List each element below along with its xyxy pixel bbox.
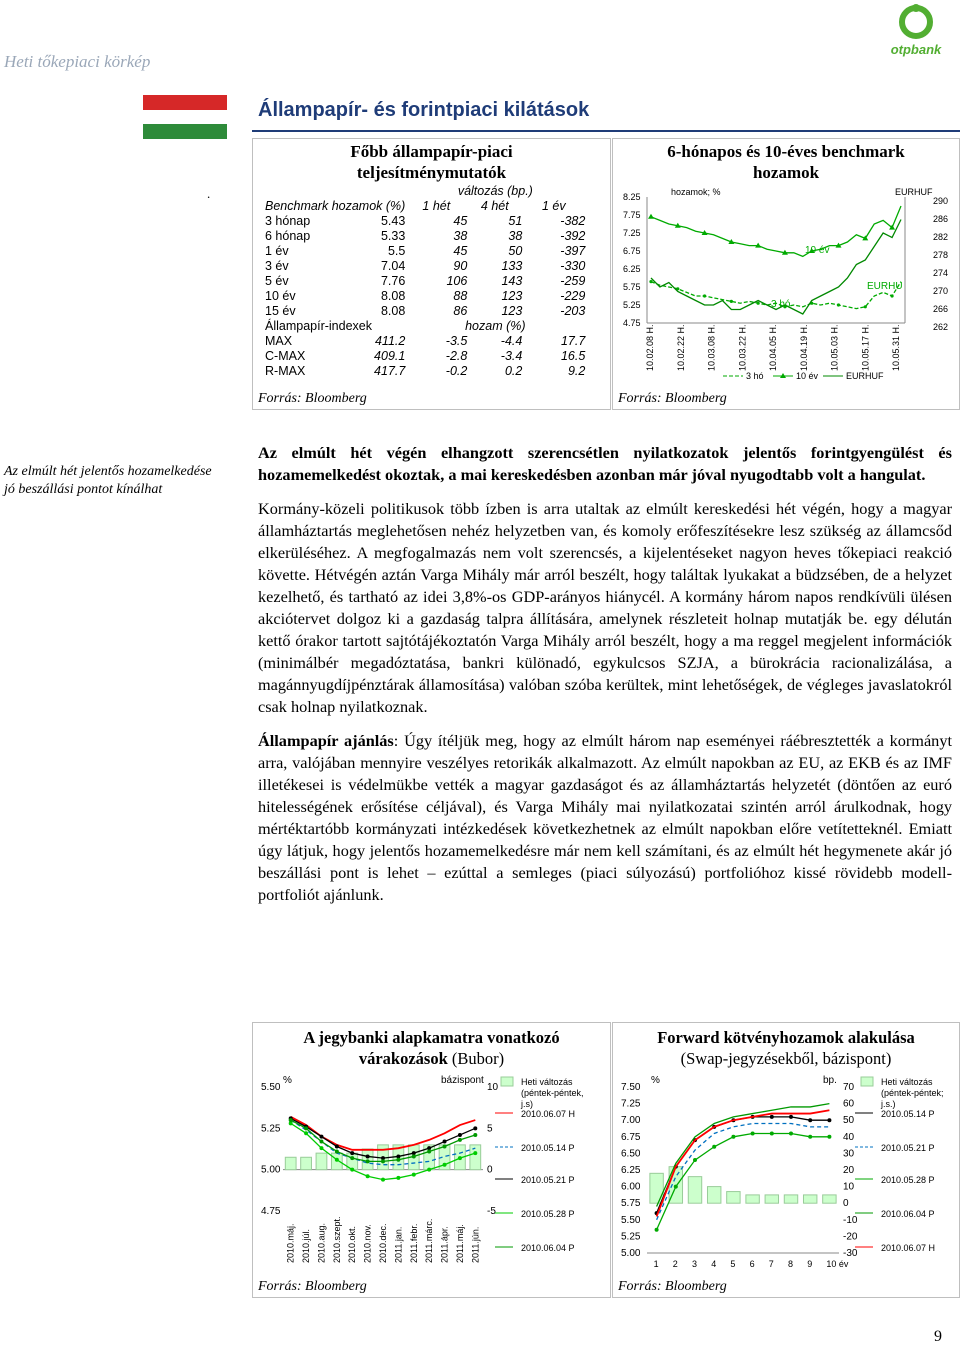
row-value: 5.5	[387, 244, 406, 258]
legend-swatch	[861, 1077, 873, 1086]
y-right-tick-label: -20	[843, 1231, 858, 1243]
legend-label: 2010.05.28 P	[881, 1175, 935, 1185]
series-point	[827, 1118, 831, 1122]
series-point	[757, 302, 760, 305]
change-bar	[803, 1195, 816, 1203]
change-bar	[362, 1149, 373, 1170]
article-paragraph-1: Kormány-közeli politikusok több ízben is arra utaltak az elmúlt kereskedési hét végén, hogy a magyar államháztartás meglehetősen nehéz helyzetben van, és komoly erőfeszítésekre lesz szükség az államcsőd elkerüléséhez. A megfogalmazás nem volt szerencsés, a kijelentéseket nagyon heves tőkepiaci reakció követte. Hétvégén aztán Varga Mihály már arról beszélt, hogy találtak lyukakat a büdzsében, de a helyzet kezelhető, és tartható az idei 3,8%-os GDP-arányos hiánycél. A kormány három napos rendkívüli ülésen akciótervet dolgoz ki a gazdaság talpra állítására, amelynek részleteit holnap mutatják be. egy délután kettő órakor tartott sajtótájékoztatón Varga Mihály arról beszélt, hogy a ma reggel megjelent információk (minimálbér megadóztatása, bankri különadó, egykulcsos SZJA, a bürokrácia racionalizálása, a magánnyugdíjpénztárak államosítása) valóban szóba kerültek, mint lehetőségek, de végleges javaslatokról csak holnap nyilatkoznak.	[258, 499, 952, 716]
y-right-tick-label: 40	[843, 1131, 855, 1143]
series-point	[712, 1145, 716, 1149]
row-change-4w: -4.4	[500, 334, 523, 348]
y-right-tick-label: 290	[933, 196, 949, 206]
y-right-tick-label: -5	[487, 1206, 496, 1217]
series-point	[655, 1228, 659, 1232]
row-change-1y: -259	[560, 274, 586, 288]
y-left-tick-label: 5.00	[261, 1164, 281, 1176]
series-point	[731, 1135, 735, 1139]
legend-label: 2010.05.21 P	[881, 1143, 935, 1153]
rate-chart-box	[252, 1022, 611, 1298]
row-label: C-MAX	[265, 349, 306, 363]
row-label: 15 év	[265, 304, 296, 318]
x-tick-label: 10.05.03 H.	[829, 324, 840, 371]
y-right-tick-label: 278	[933, 250, 949, 260]
series-point	[443, 1140, 447, 1144]
rate-chart-title-2-rest: (Bubor)	[447, 1049, 505, 1068]
col-4w: 4 hét	[480, 199, 509, 213]
x-tick-label: 2011.máj.	[454, 1224, 465, 1263]
x-tick-label: 2010.okt.	[347, 1225, 358, 1263]
series-point	[443, 1145, 447, 1149]
benchmark-chart-source: Forrás: Bloomberg	[618, 391, 727, 406]
series-point	[789, 1115, 793, 1119]
row-change-1y: -229	[560, 289, 586, 303]
y-left-tick-label: 7.50	[621, 1082, 641, 1093]
y-left-tick-label: 7.75	[623, 210, 641, 220]
y-left-tick-label: 5.50	[621, 1214, 641, 1226]
row-value: 7.76	[380, 274, 406, 288]
row-change-4w: 123	[501, 289, 523, 303]
y-left-tick-label: 6.50	[621, 1148, 641, 1160]
forward-chart-source: Forrás: Bloomberg	[618, 1279, 727, 1294]
row-value: 411.2	[374, 334, 406, 348]
y-left-tick-label: 8.25	[623, 192, 641, 202]
change-bar	[784, 1195, 797, 1203]
row-change-1y: -392	[560, 229, 586, 243]
forward-chart	[613, 1071, 959, 1271]
series-point	[350, 1151, 354, 1155]
series-point	[350, 1156, 354, 1160]
x-tick-label: 8	[788, 1259, 794, 1269]
series-label-eurhuf: EURHU	[867, 281, 903, 292]
y-left-tick-label: 6.75	[623, 246, 641, 256]
performance-table-source: Forrás: Bloomberg	[258, 391, 367, 406]
change-bar	[285, 1157, 296, 1169]
series-point	[827, 1135, 831, 1139]
x-tick-label: 2011.jan.	[393, 1226, 404, 1263]
report-title: Heti tőkepiaci körkép	[4, 52, 151, 71]
series-point	[648, 214, 654, 219]
y-left-tick-label: 5.75	[621, 1198, 641, 1210]
series-point	[770, 1131, 774, 1135]
series-point	[412, 1154, 416, 1158]
title-divider	[252, 130, 960, 132]
legend-label: 2010.06.07 H	[881, 1243, 936, 1253]
table-row	[265, 214, 585, 229]
series-point	[396, 1176, 400, 1180]
series-point	[458, 1133, 462, 1137]
article-lead: Az elmúlt hét végén elhangzott szerencsétlen nyilatkozatok jelentős forintgyengülést és hozamemelkedést okoztak, a mai kereskedésben azonban már jóval nyugodtabb volt a hangulat.	[258, 443, 952, 484]
performance-table-title-1: Főbb állampapír-piaci	[350, 142, 513, 161]
row-value: 7.04	[380, 259, 406, 273]
series-point	[808, 1118, 812, 1122]
series-point	[396, 1158, 400, 1162]
x-tick-label: 2011.márc.	[424, 1218, 435, 1263]
table-row	[265, 289, 585, 304]
series-point	[427, 1149, 431, 1153]
row-value: 8.08	[380, 289, 406, 303]
series-point	[304, 1131, 308, 1135]
performance-table-box	[252, 138, 611, 410]
row-change-4w: 51	[508, 214, 523, 228]
y-right-tick-label: -30	[843, 1248, 858, 1259]
index-header: hozam (%)	[465, 319, 526, 333]
x-tick-label: 10.03.22 H.	[737, 324, 748, 371]
row-change-1y: 9.2	[567, 364, 586, 378]
series-point	[381, 1159, 385, 1163]
x-tick-label: 10.03.08 H.	[706, 324, 717, 371]
legend-label: 2010.05.14 P	[521, 1143, 575, 1153]
row-change-4w: 0.2	[504, 364, 523, 378]
x-tick-label: 2	[672, 1259, 678, 1269]
x-tick-label: 2010.aug.	[316, 1222, 327, 1263]
legend-label: 3 hó	[746, 371, 764, 381]
left-axis-title: %	[651, 1075, 660, 1086]
x-tick-label: 1	[653, 1259, 659, 1269]
row-label: 3 hónap	[265, 214, 311, 228]
row-change-1w: 90	[453, 259, 468, 273]
series-point	[335, 1149, 339, 1153]
x-tick-label: 10.05.31 H.	[891, 324, 901, 371]
y-right-tick-label: 10	[487, 1082, 499, 1093]
table-row	[265, 334, 585, 349]
y-right-tick-label: 0	[487, 1164, 493, 1176]
series-point	[649, 280, 652, 283]
rate-chart-title-1: A jegybanki alapkamatra vonatkozó	[303, 1028, 560, 1047]
right-axis-title: bp.	[823, 1075, 837, 1086]
y-left-tick-label: 5.25	[621, 1231, 641, 1243]
row-change-1w: -2.8	[445, 349, 468, 363]
row-change-1y: 17.7	[560, 334, 586, 348]
y-left-tick-label: 7.00	[621, 1115, 641, 1127]
y-right-tick-label: 60	[843, 1098, 855, 1110]
y-left-tick-label: 6.75	[621, 1131, 641, 1143]
y-left-tick-label: 7.25	[621, 1098, 641, 1110]
series-point	[319, 1146, 323, 1150]
row-change-1w: 38	[453, 229, 468, 243]
rate-chart-source: Forrás: Bloomberg	[258, 1279, 367, 1294]
series-line-1	[651, 206, 901, 256]
row-change-4w: 38	[508, 229, 523, 243]
legend-label: j.s)	[521, 1099, 533, 1109]
row-change-1w: 45	[453, 214, 468, 228]
series-point	[674, 1185, 678, 1189]
y-right-tick-label: 50	[843, 1115, 855, 1127]
series-point	[837, 303, 840, 306]
series-point	[864, 305, 867, 308]
row-value: 5.43	[380, 214, 406, 228]
rate-chart	[253, 1071, 610, 1271]
forward-chart-title-2: (Swap-jegyzésekből, bázispont)	[680, 1049, 892, 1068]
series-point	[703, 294, 706, 297]
index-label: Állampapír-indexek	[265, 319, 372, 333]
x-tick-label: 2010.szept.	[331, 1216, 342, 1263]
series-point	[319, 1140, 323, 1144]
legend-swatch	[501, 1077, 513, 1086]
table-row	[265, 244, 585, 259]
y-left-tick-label: 5.25	[261, 1123, 281, 1135]
row-change-1w: 88	[453, 289, 468, 303]
series-point	[366, 1174, 370, 1178]
x-tick-label: 9	[807, 1259, 813, 1269]
change-bar	[688, 1177, 701, 1204]
row-change-4w: -3.4	[500, 349, 523, 363]
recommendation-label: Állampapír ajánlás	[258, 731, 394, 750]
x-tick-label: 2011.jún.	[470, 1226, 481, 1263]
y-left-tick-label: 4.75	[623, 318, 641, 328]
x-tick-label: 7	[768, 1259, 774, 1269]
row-change-1y: -330	[560, 259, 586, 273]
row-change-4w: 123	[501, 304, 523, 318]
row-change-1y: -397	[560, 244, 586, 258]
y-right-tick-label: 20	[843, 1165, 855, 1176]
legend-label: 2010.06.07 H	[521, 1109, 576, 1119]
page-number: 9	[934, 1328, 942, 1345]
y-left-tick-label: 6.00	[621, 1181, 641, 1193]
benchmark-chart	[613, 183, 959, 388]
y-right-tick-label: -10	[843, 1214, 858, 1226]
left-dot: .	[207, 186, 211, 201]
row-change-1w: 45	[453, 244, 468, 258]
series-point	[693, 1158, 697, 1162]
y-left-tick-label: 6.25	[623, 264, 641, 274]
table-row	[265, 259, 585, 274]
x-tick-label: 10.05.17 H.	[860, 324, 871, 371]
series-point	[473, 1133, 477, 1137]
change-bar	[301, 1157, 312, 1169]
y-right-tick-label: 286	[933, 214, 949, 224]
change-bar	[650, 1173, 663, 1203]
table-row	[265, 229, 585, 244]
row-change-4w: 143	[501, 274, 523, 288]
legend-label: 2010.05.21 P	[521, 1175, 575, 1185]
legend-label: EURHUF	[846, 371, 884, 381]
left-axis-title: hozamok; %	[671, 187, 721, 197]
col-1w: 1 hét	[422, 199, 451, 213]
legend-label: 2010.06.04 P	[881, 1209, 935, 1219]
series-point	[350, 1168, 354, 1172]
y-left-tick-label: 5.25	[623, 300, 641, 310]
x-tick-label: 3	[692, 1259, 698, 1269]
change-bar	[823, 1195, 836, 1203]
x-tick-label: 10.04.05 H.	[768, 324, 778, 371]
change-bar	[765, 1195, 778, 1203]
x-tick-label: 4	[711, 1259, 717, 1269]
y-right-tick-label: 10	[843, 1181, 855, 1193]
y-left-tick-label: 5.75	[623, 282, 641, 292]
x-tick-label: 10.04.19 H.	[798, 324, 809, 371]
legend-label: (péntek-péntek,	[521, 1088, 584, 1098]
table-row	[265, 364, 585, 379]
x-tick-label: 10.02.08 H.	[645, 324, 655, 371]
row-value: 5.33	[380, 229, 406, 243]
series-point	[730, 300, 733, 303]
row-change-1w: -0.2	[445, 364, 468, 378]
legend-label: 2010.05.14 P	[881, 1109, 935, 1119]
x-tick-label: 2010.júl.	[301, 1228, 312, 1263]
forward-chart-box	[612, 1022, 960, 1298]
row-change-1y: -203	[560, 304, 586, 318]
y-left-tick-label: 6.25	[621, 1165, 641, 1176]
benchmark-chart-title-2: hozamok	[752, 163, 820, 182]
series-point	[289, 1118, 293, 1122]
x-tick-label: 6	[749, 1259, 755, 1269]
col-1y: 1 év	[542, 199, 566, 213]
x-tick-label: 10.02.22 H.	[675, 324, 686, 371]
forward-chart-title-1: Forward kötvényhozamok alakulása	[657, 1028, 915, 1047]
y-right-tick-label: 70	[843, 1082, 855, 1093]
benchmark-label: Benchmark hozamok (%)	[265, 199, 406, 213]
y-right-tick-label: 262	[933, 322, 949, 332]
y-left-tick-label: 7.25	[623, 228, 641, 238]
row-change-1y: -382	[560, 214, 586, 228]
right-axis-title: EURHUF	[895, 187, 933, 197]
row-value: 417.7	[374, 364, 406, 378]
recommendation-text: : Úgy ítéljük meg, hogy az elmúlt három nap eseményei ráébresztették a kormányt arra, valójában mennyire veszélyes retorikák alkalmazott. Az elmúlt napokban az EU, az EKB és az IMF illetékesei is védelmükbe vették a magyar gazdaságot és az államháztartás helyzetét (döntően az euró hitelességének erősítése céljával), és Varga Mihály mai nyilatkozatai szintén arról árulkodnak, hogy mértéktartóbb kormányzati intézkedések következhetnek az elmúlt napokban előre vetítetteknél. Emiatt úgy látjuk, hogy jelentős hozamemelkedésre már nem kell számítani, és az elmúlt hét hegymenete akár jó beszállási pont is lehet – ezúttal a semleges (piaci súlyozású) portfolióhoz kissé rövidebb modell-portfoliót ajánlunk.	[258, 731, 952, 904]
series-point	[304, 1126, 308, 1130]
otpbank-logo	[886, 2, 946, 58]
y-right-tick-label: 270	[933, 286, 949, 296]
y-right-tick-label: 282	[933, 232, 949, 242]
legend-label: 2010.06.04 P	[521, 1243, 575, 1253]
row-label: R-MAX	[265, 364, 306, 378]
row-label: MAX	[265, 334, 293, 348]
series-point	[366, 1159, 370, 1163]
series-point	[427, 1168, 431, 1172]
series-point	[890, 294, 893, 297]
series-point	[458, 1138, 462, 1142]
article-body	[258, 442, 952, 918]
y-left-tick-label: 5.00	[621, 1248, 641, 1259]
side-note: Az elmúlt hét jelentős hozamelkedése jó beszállási pontot kínálhat	[4, 464, 212, 497]
y-right-tick-label: 0	[843, 1198, 849, 1210]
series-point	[473, 1151, 477, 1155]
y-right-tick-label: 5	[487, 1123, 493, 1135]
legend-label: j.s.)	[881, 1099, 896, 1109]
series-point	[335, 1158, 339, 1162]
row-label: 5 év	[265, 274, 289, 288]
change-bar	[746, 1195, 759, 1203]
performance-table	[265, 184, 585, 379]
x-tick-label: 2010.nov.	[362, 1224, 373, 1263]
x-tick-label: 2011.febr.	[408, 1223, 419, 1263]
series-label-10y: 10 év	[805, 245, 830, 256]
row-label: 10 év	[265, 289, 296, 303]
row-change-4w: 133	[501, 259, 523, 273]
series-point	[319, 1135, 323, 1139]
left-axis-title: %	[283, 1075, 292, 1086]
table-row	[265, 304, 585, 319]
x-tick-label: 5	[730, 1259, 736, 1269]
row-change-1y: 16.5	[560, 349, 586, 363]
change-header: változás (bp.)	[457, 184, 533, 198]
series-point	[381, 1178, 385, 1182]
hungarian-flag-icon	[143, 95, 227, 139]
series-point	[366, 1154, 370, 1158]
logo-text: otpbank	[890, 42, 942, 57]
performance-table-title-2: teljesítménymutatók	[356, 163, 507, 182]
y-left-tick-label: 5.50	[261, 1082, 281, 1093]
legend-label: (péntek-péntek;	[881, 1088, 944, 1098]
row-label: 3 év	[265, 259, 289, 273]
legend-label: Heti változás	[881, 1077, 933, 1087]
x-tick-label: 2011.ápr.	[439, 1226, 450, 1263]
article-paragraph-2	[258, 730, 952, 906]
right-axis-title: bázispont	[441, 1075, 484, 1086]
y-left-tick-label: 4.75	[261, 1206, 281, 1217]
table-row	[265, 349, 585, 364]
change-bar	[707, 1187, 720, 1204]
y-right-tick-label: 266	[933, 304, 949, 314]
series-point	[443, 1163, 447, 1167]
y-right-tick-label: 30	[843, 1148, 855, 1160]
series-point	[789, 1131, 793, 1135]
benchmark-chart-box	[612, 138, 960, 410]
row-label: 6 hónap	[265, 229, 311, 243]
table-row	[265, 274, 585, 289]
row-value: 409.1	[374, 349, 406, 363]
row-change-1w: 86	[453, 304, 468, 318]
legend-label: 10 év	[796, 371, 819, 381]
rate-chart-title-2-bold: várakozások	[358, 1049, 448, 1068]
legend-label: Heti változás	[521, 1077, 573, 1087]
series-point	[412, 1173, 416, 1177]
series-point	[751, 1131, 755, 1135]
rate-chart-title-2	[253, 1048, 610, 1069]
series-point	[473, 1126, 477, 1130]
page-title: Állampapír- és forintpiaci kilátások	[258, 99, 590, 121]
series-point	[335, 1145, 339, 1149]
x-tick-label: 10 év	[826, 1259, 849, 1269]
series-point	[808, 1135, 812, 1139]
series-label-3m: 3 hó	[771, 299, 791, 310]
series-point	[770, 1115, 774, 1119]
row-change-1w: 106	[446, 274, 468, 288]
x-tick-label: 2010.dec.	[378, 1223, 388, 1263]
legend-label: 2010.05.28 P	[521, 1209, 575, 1219]
change-bar	[316, 1153, 327, 1170]
change-bar	[727, 1192, 740, 1204]
benchmark-chart-title-1: 6-hónapos és 10-éves benchmark	[667, 142, 905, 161]
series-point	[458, 1156, 462, 1160]
y-right-tick-label: 274	[933, 268, 949, 278]
row-change-4w: 50	[508, 244, 523, 258]
x-tick-label: 2010.máj.	[285, 1223, 296, 1263]
row-value: 8.08	[380, 304, 406, 318]
row-change-1w: -3.5	[445, 334, 468, 348]
row-label: 1 év	[265, 244, 289, 258]
